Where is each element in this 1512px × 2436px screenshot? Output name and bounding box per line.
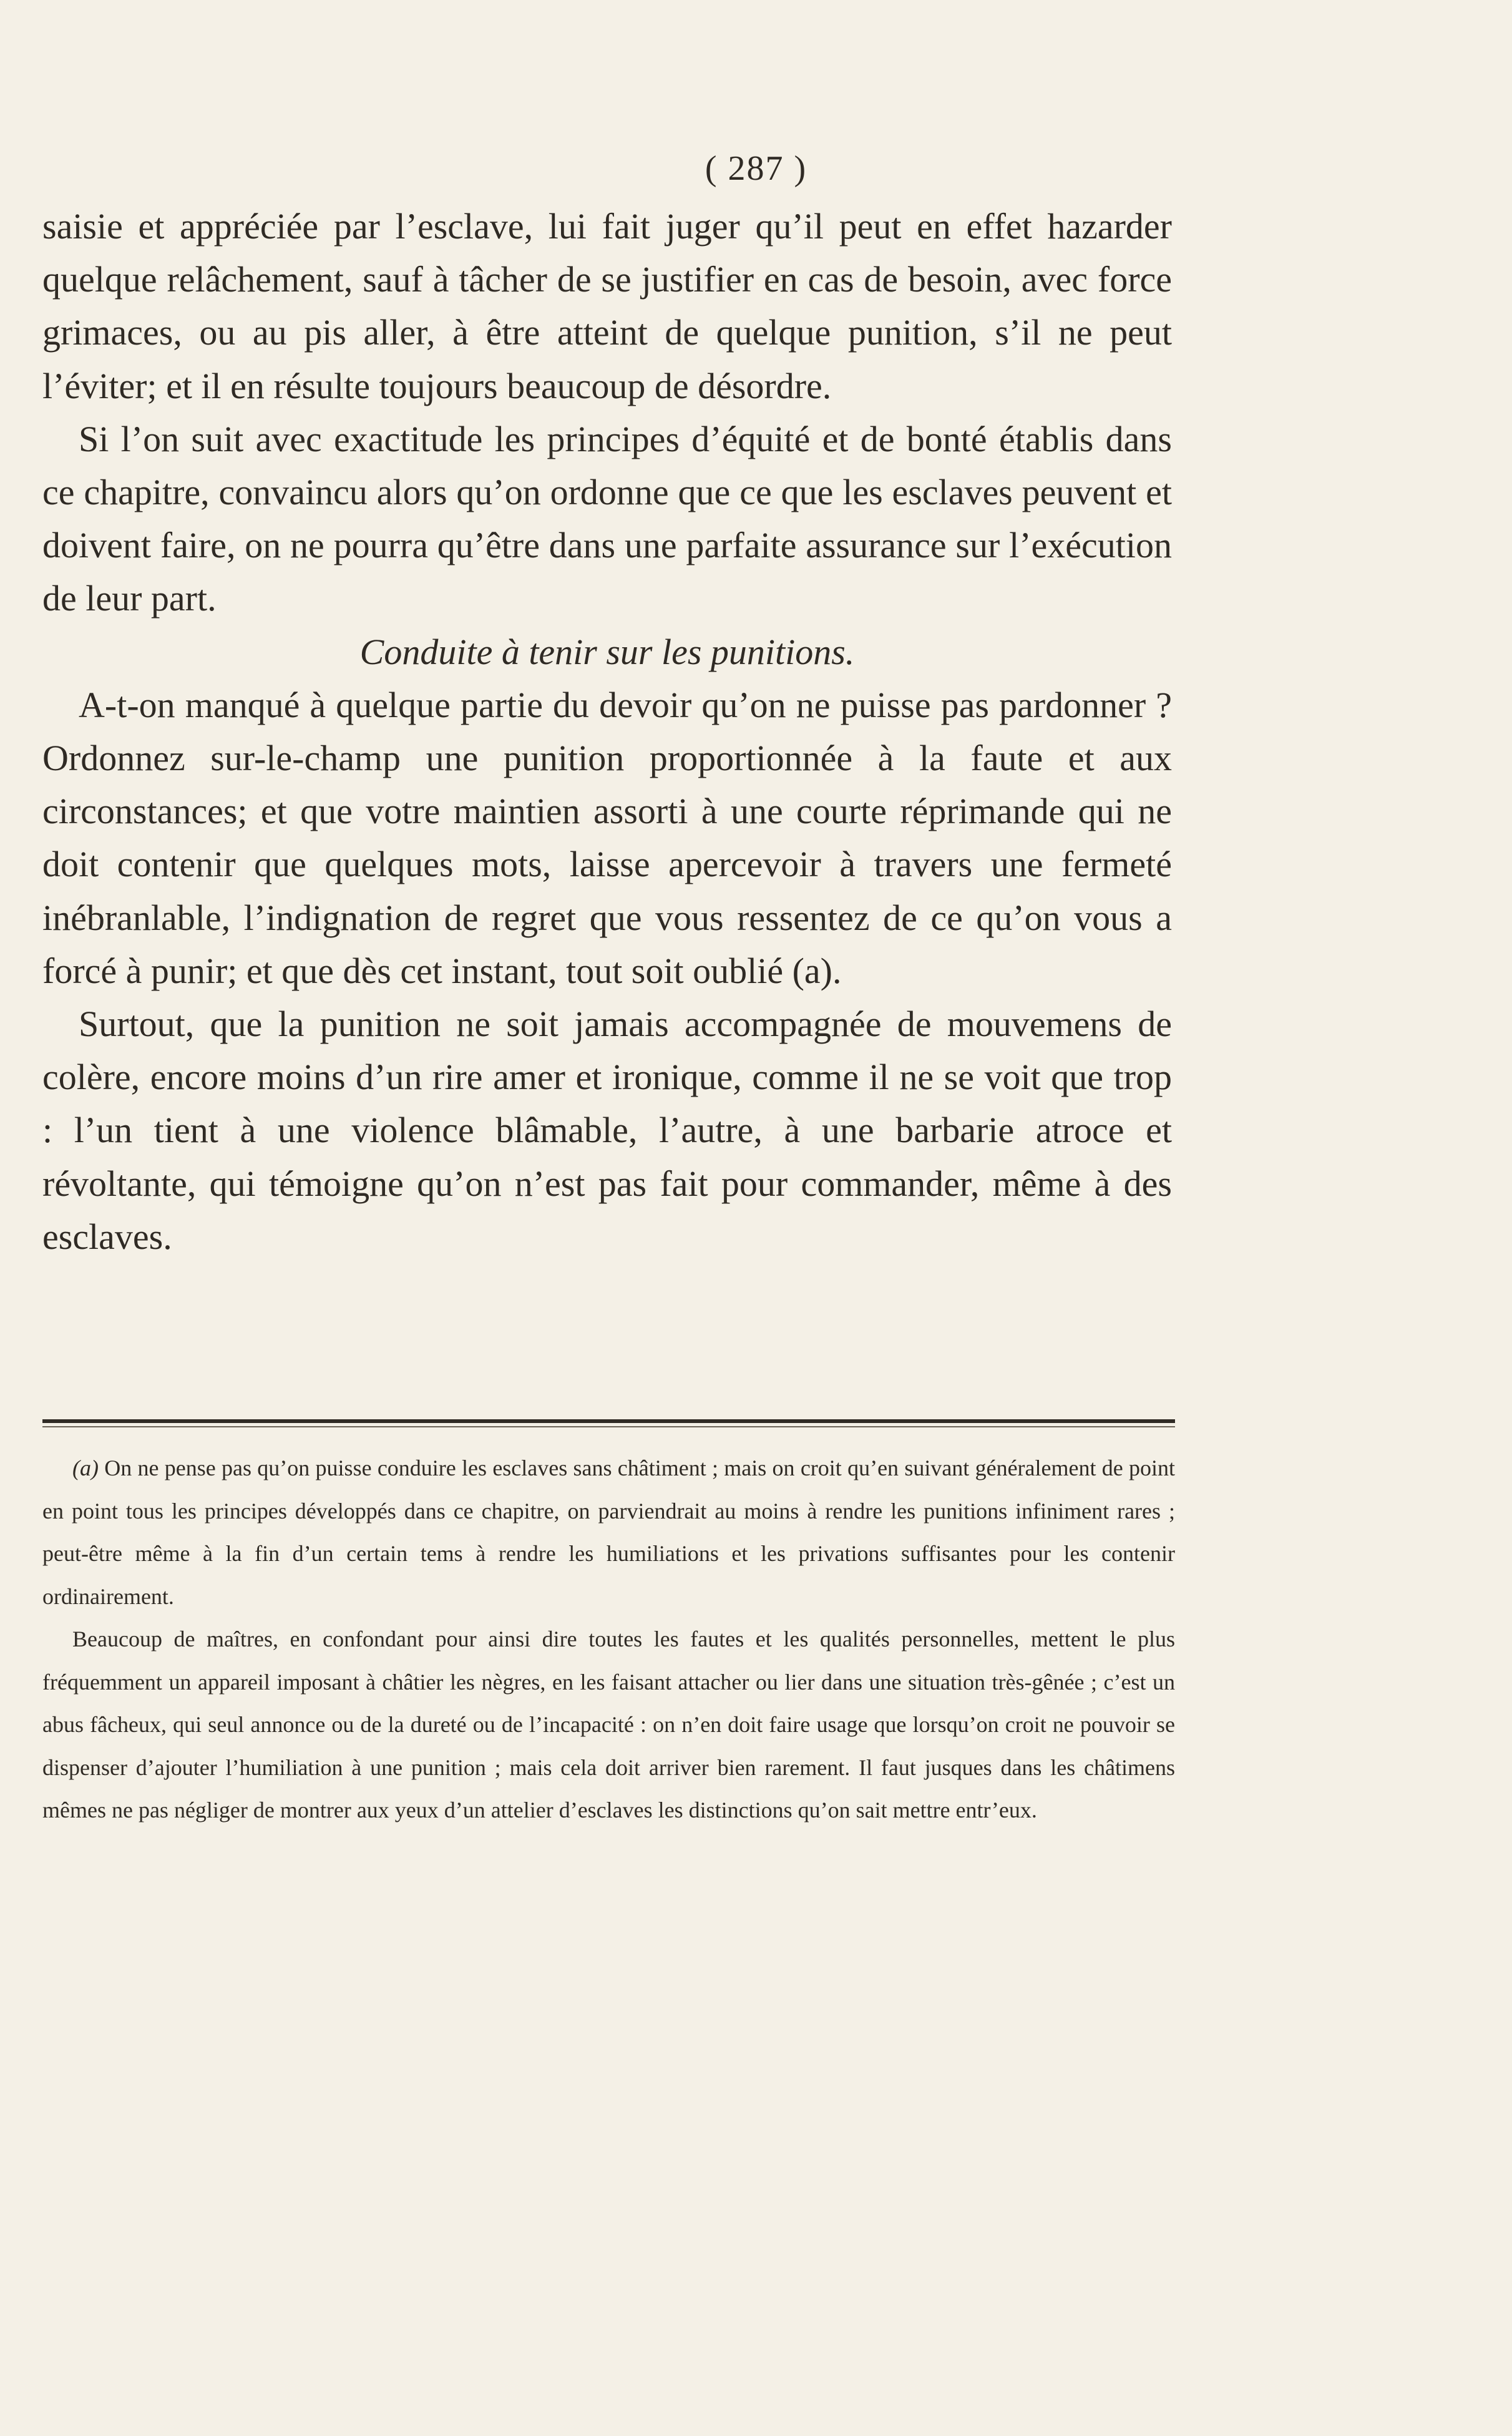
footnote-paragraph-2: Beaucoup de maîtres, en confondant pour ainsi dire toutes les fautes et les qualités personnelles, mettent le plus fréquemment un appareil imposant à châtier les nègres, en les faisant attacher ou lier dans une situation très-gênée ; c’est un abus fâcheux, qui seul annonce ou de la dureté ou de l’incapacité : on n’en doit faire usage que lorsqu’on croit ne pouvoir se dispenser d’ajouter l’humiliation à une punition ; mais cela doit arriver bien rarement. Il faut jusques dans les châtimens mêmes ne pas négliger de montrer aux yeux d’un attelier d’esclaves les distinctions qu’on sait mettre entr’eux. — [42, 1626, 1175, 1822]
paragraph-punishment: A-t-on manqué à quelque partie du devoir qu’on ne puisse pas pardonner ? Ordonnez sur-le-champ une punition proportionnée à la faute et aux circonstances; et que votre maintien assorti à une courte réprimande qui ne doit contenir que quelques mots, laisse apercevoir à travers une fermeté inébranlable, l’indignation de regret que vous ressentez de ce qu’on vous a forcé à punir; et que dès cet instant, tout soit oublié (a). — [42, 684, 1172, 991]
paragraph-continuation: saisie et appréciée par l’esclave, lui fait juger qu’il peut en effet hazarder quelque relâchement, sauf à tâcher de se justifier en cas de besoin, avec force grimaces, ou au pis aller, à être atteint de quelque punition, s’il ne peut l’éviter; et il en résulte toujours beaucoup de désordre. — [42, 206, 1172, 406]
footnote-paragraph-1 — [42, 1447, 1175, 1618]
footnote-rule-thin — [42, 1426, 1175, 1427]
footnote — [42, 1447, 1175, 1832]
section-heading: Conduite à tenir sur les punitions. — [359, 631, 855, 672]
paragraph-principles: Si l’on suit avec exactitude les principes d’équité et de bonté établis dans ce chapitre, convaincu alors qu’on ordonne que ce que les esclaves peuvent et doivent faire, on ne pourra qu’être dans une parfaite assurance sur l’exécution de leur part. — [42, 418, 1172, 619]
footnote-text-1: On ne pense pas qu’on puisse conduire les esclaves sans châtiment ; mais on croit qu’en suivant généralement de point en point tous les principes développés dans ce chapitre, on parviendrait au moins à rendre les punitions infiniment rares ; peut-être même à la fin d’un certain tems à rendre les humiliations et les privations suffisantes pour les contenir ordinairement. — [42, 1455, 1176, 1609]
main-text — [42, 200, 1172, 1263]
footnote-marker: (a) — [72, 1455, 99, 1480]
paragraph-anger: Surtout, que la punition ne soit jamais accompagnée de mouvemens de colère, encore moins d’un rire amer et ironique, comme il ne se voit que trop : l’un tient à une violence blâmable, l’autre, à une barbarie atroce et révoltante, qui témoigne qu’on n’est pas fait pour commander, même à des esclaves. — [42, 1004, 1172, 1257]
page-number: ( 287 ) — [705, 149, 807, 188]
footnote-rule — [42, 1419, 1175, 1423]
